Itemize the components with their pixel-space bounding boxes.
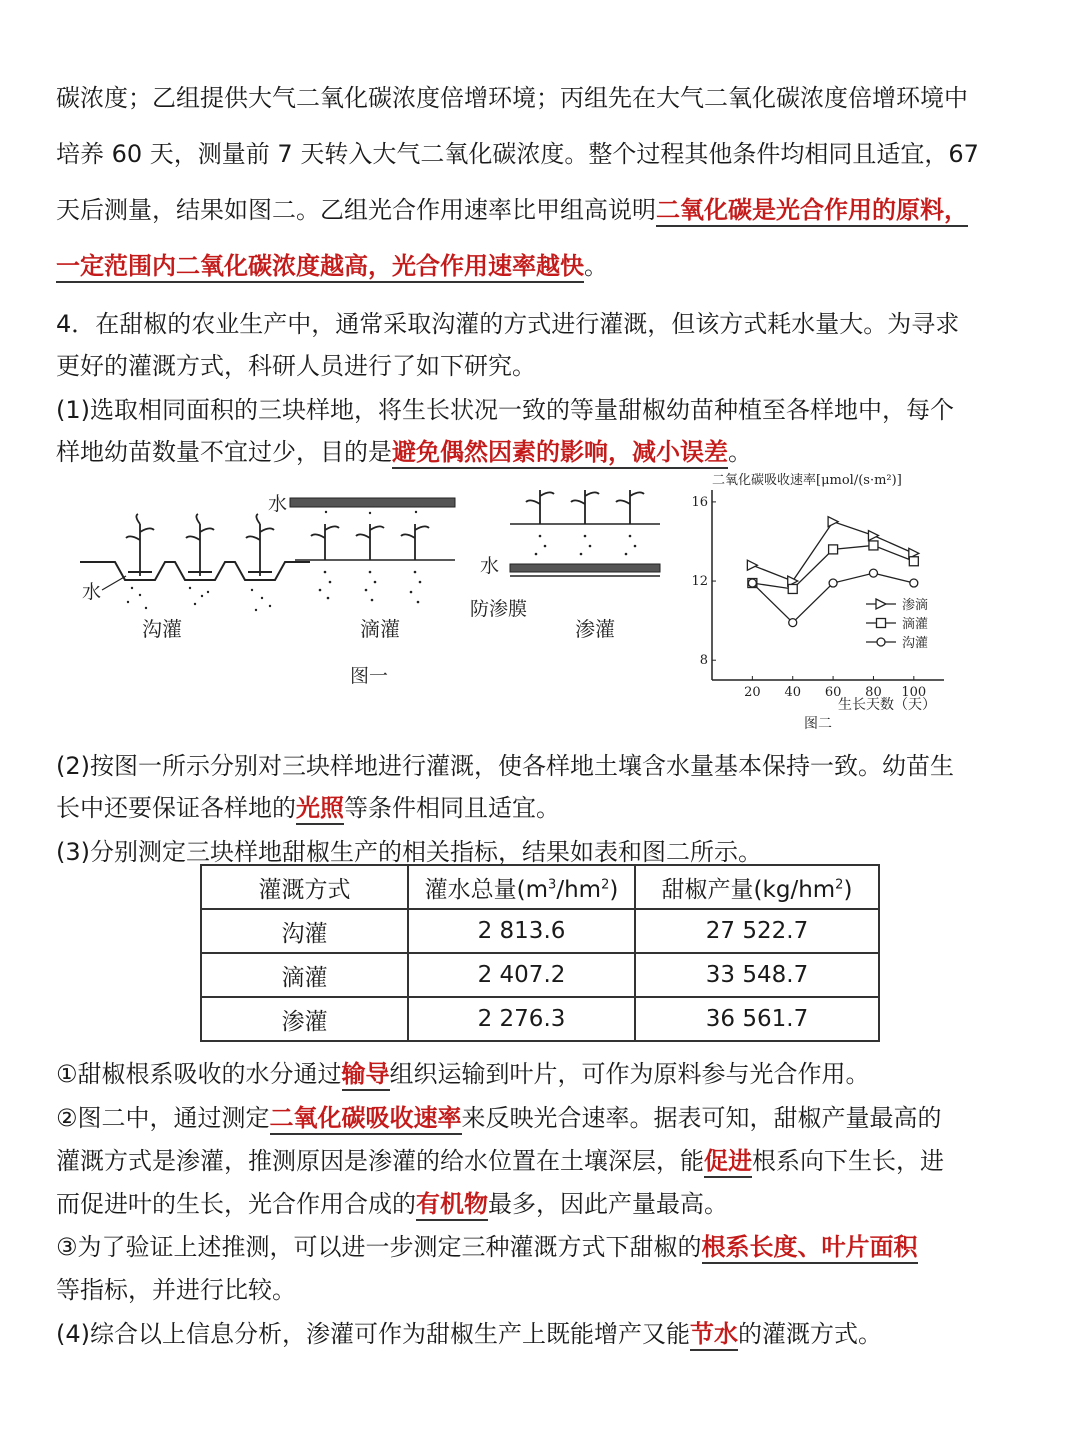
- q4-sub2-line3-text: 而促进叶的生长，光合作用合成的: [56, 1190, 416, 1218]
- data-point: [789, 619, 797, 627]
- intro-line-2: 培养 60 天，测量前 7 天转入大气二氧化碳浓度。整个过程其他条件均相同且适宜，67: [56, 140, 979, 168]
- y-tick-label: 16: [691, 494, 708, 510]
- q4-sub1-line: [56, 1054, 870, 1089]
- q4-part2-line-1: (2)按图一所示分别对三块样地进行灌溉，使各样地土壤含水量基本保持一致。幼苗生: [56, 752, 954, 780]
- irrigation-table: [200, 864, 880, 1042]
- legend-label: 滴灌: [902, 617, 929, 632]
- q4-part4-line: [56, 1314, 882, 1349]
- q4-intro-line-1: 4．在甜椒的农业生产中，通常采取沟灌的方式进行灌溉，但该方式耗水量大。为寻求: [56, 310, 960, 338]
- answer-organic-matter: 有机物: [416, 1189, 488, 1221]
- table-row: [201, 997, 879, 1041]
- q4-part2-text: 长中还要保证各样地的: [56, 794, 296, 822]
- table-cell: 渗灌: [201, 997, 408, 1041]
- q4-sub2-line-3: [56, 1184, 728, 1219]
- q4-sub2-line2-text: 灌溉方式是渗灌，推测原因是渗灌的给水位置在土壤深层，能: [56, 1147, 704, 1175]
- q4-sub2-line-2: [56, 1141, 944, 1176]
- q4-sub1-end: 组织运输到叶片，可作为原料参与光合作用。: [389, 1060, 870, 1088]
- q4-sub3-text: ③为了验证上述推测，可以进一步测定三种灌溉方式下甜椒的: [56, 1233, 702, 1261]
- q4-sub2-end: 来反映光合速率。据表可知，甜椒产量最高的: [461, 1104, 942, 1132]
- q4-sub3-line-2: 等指标，并进行比较。: [56, 1276, 296, 1304]
- figure-1: [70, 480, 670, 699]
- q4-sub2-line-1: [56, 1098, 942, 1133]
- answer-conducting: 输导: [342, 1059, 390, 1091]
- membrane-label: 防渗膜: [470, 598, 528, 620]
- furrow-label: 沟灌: [142, 617, 182, 641]
- seep-water-label: 水: [480, 555, 500, 577]
- chart-series: [747, 517, 918, 627]
- intro-line-4: [56, 246, 608, 281]
- data-point: [747, 560, 757, 570]
- data-point: [876, 599, 886, 609]
- chart-xlabel: 生长天数（天）: [838, 697, 936, 713]
- data-point: [868, 531, 878, 541]
- table-header-yield: 甜椒产量$(kg/hm^2)$: [635, 865, 879, 909]
- table-header-water: 灌水总量$(m^3/hm^2)$: [408, 865, 635, 909]
- intro-line-4-end: 。: [584, 252, 608, 280]
- table-row: [201, 953, 879, 997]
- answer-root-length-leaf-area: 根系长度、叶片面积: [702, 1232, 918, 1264]
- q4-part4-text: (4)综合以上信息分析，渗灌可作为甜椒生产上既能增产又能: [56, 1320, 690, 1348]
- answer-save-water: 节水: [690, 1319, 738, 1351]
- answer-light: 光照: [296, 793, 344, 825]
- table-cell: 27 522.7: [635, 909, 879, 953]
- table-header-method: 灌溉方式: [201, 865, 408, 909]
- q4-part2-line-2: [56, 788, 560, 823]
- table-cell: 2 813.6: [408, 909, 635, 953]
- table-cell: 滴灌: [201, 953, 408, 997]
- q4-part1-end: 。: [728, 438, 752, 466]
- table-cell: 沟灌: [201, 909, 408, 953]
- intro-line-3: [56, 190, 968, 225]
- q4-sub3-line-1: [56, 1227, 918, 1262]
- q4-sub2-text: ②图二中，通过测定: [56, 1104, 270, 1132]
- table-row: [201, 909, 879, 953]
- intro-line-3-text: 天后测量，结果如图二。乙组光合作用速率比甲组高说明: [56, 196, 656, 224]
- x-tick-label: 20: [744, 685, 761, 700]
- data-point: [910, 579, 918, 587]
- q4-sub1-text: ①甜椒根系吸收的水分通过: [56, 1060, 342, 1088]
- q4-part1-text: 样地幼苗数量不宜过少，目的是: [56, 438, 392, 466]
- answer-avoid-chance-error: 避免偶然因素的影响，减小误差: [392, 437, 728, 469]
- figure-1-caption: 图一: [350, 665, 389, 687]
- y-tick-label: 12: [691, 574, 708, 590]
- q4-intro-line-2: 更好的灌溉方式，科研人员进行了如下研究。: [56, 352, 536, 380]
- x-tick-label: 100: [901, 685, 927, 700]
- furrow-water-label: 水: [82, 581, 102, 603]
- q4-part4-end: 的灌溉方式。: [738, 1320, 882, 1348]
- answer-co2-raw-material: 二氧化碳是光合作用的原料，: [656, 195, 968, 227]
- data-point: [748, 579, 756, 587]
- intro-line-1: 碳浓度；乙组提供大气二氧化碳浓度倍增环境；丙组先在大气二氧化碳浓度倍增环境中: [56, 84, 968, 112]
- furrow-diagram: [80, 514, 310, 641]
- data-point: [877, 638, 885, 646]
- q4-sub2-line3-end: 最多，因此产量最高。: [488, 1190, 728, 1218]
- data-point: [877, 619, 886, 628]
- x-tick-label: 80: [865, 685, 882, 700]
- x-tick-label: 60: [824, 685, 842, 700]
- q4-part2-end: 等条件相同且适宜。: [344, 794, 560, 822]
- table-cell: 33 548.7: [635, 953, 879, 997]
- data-point: [829, 579, 837, 587]
- seep-label: 渗灌: [575, 617, 615, 641]
- q4-part1-line-1: (1)选取相同面积的三块样地，将生长状况一致的等量甜椒幼苗种植至各样地中，每个: [56, 396, 954, 424]
- x-tick-label: 40: [784, 685, 802, 700]
- answer-promote: 促进: [704, 1146, 752, 1178]
- drip-label: 滴灌: [360, 617, 400, 641]
- data-point: [869, 541, 878, 550]
- drip-diagram: [268, 493, 455, 641]
- data-point: [828, 517, 838, 527]
- data-point: [869, 569, 877, 577]
- seep-diagram: [470, 490, 660, 641]
- table-cell: 2 276.3: [408, 997, 635, 1041]
- drip-water-label: 水: [268, 493, 288, 515]
- legend-label: 沟灌: [902, 636, 929, 651]
- chart-legend: [866, 598, 928, 651]
- q4-part1-line-2: [56, 432, 752, 467]
- table-cell: 36 561.7: [635, 997, 879, 1041]
- chart-axes: [691, 490, 944, 700]
- q4-part3-line-1: (3)分别测定三块样地甜椒生产的相关指标，结果如表和图二所示。: [56, 838, 762, 866]
- data-point: [788, 584, 797, 593]
- answer-co2-absorption-rate: 二氧化碳吸收速率: [270, 1103, 462, 1135]
- q4-sub2-line2-end: 根系向下生长，进: [752, 1147, 944, 1175]
- data-point: [829, 545, 838, 554]
- chart-title: 二氧化碳吸收速率[μmol/(s·m²)]: [712, 473, 902, 488]
- chart-caption: 图二: [804, 716, 832, 732]
- answer-co2-concentration-rate: 一定范围内二氧化碳浓度越高，光合作用速率越快: [56, 251, 584, 283]
- table-cell: 2 407.2: [408, 953, 635, 997]
- y-tick-label: 8: [699, 653, 708, 669]
- legend-label: 渗滴: [902, 598, 929, 613]
- data-point: [909, 557, 918, 566]
- table-header-row: [201, 865, 879, 909]
- figure-2-chart: [690, 468, 970, 742]
